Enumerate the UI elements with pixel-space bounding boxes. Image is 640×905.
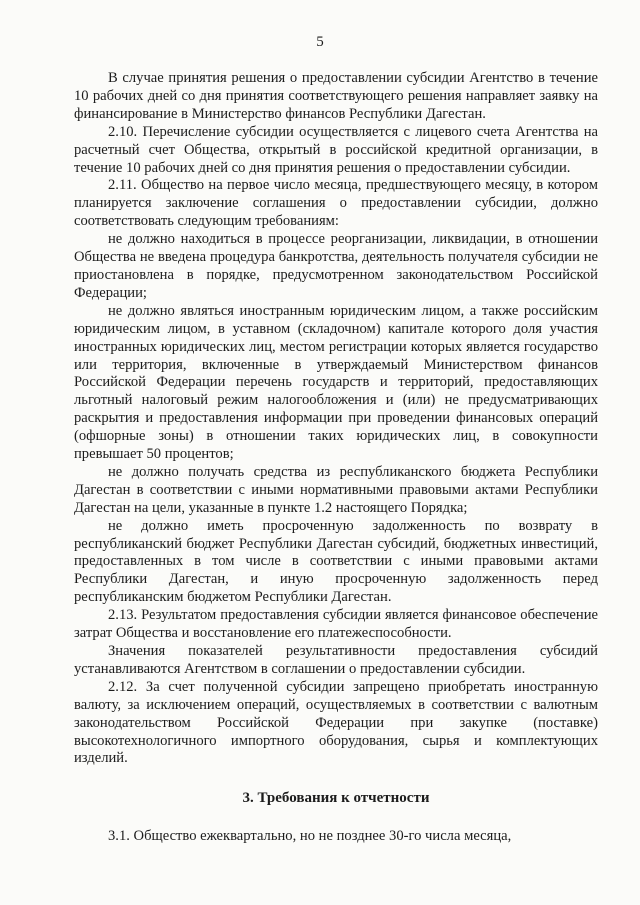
- paragraph-indicator-values: Значения показателей результативности предоставления субсидий устанавливаются Агентством в соглашении о предоставлении субсидии.: [74, 643, 598, 677]
- paragraph-2-13: 2.13. Результатом предоставления субсидии является финансовое обеспечение затрат Общества и восстановление его платежеспособности.: [74, 607, 598, 642]
- paragraph-2-10: 2.10. Перечисление субсидии осуществляется с лицевого счета Агентства на расчетный счет Общества, открытый в российской кредитной организации, в течение 10 рабочих дней со дня принятия решения о предоставлении субсидии.: [74, 123, 598, 176]
- section-heading: 3. Требования к отчетности: [242, 790, 430, 807]
- requirement-no-reorganization: не должно находиться в процессе реорганизации, ликвидации, в отношении Общества не введена процедура банкротства, деятельность получателя субсидии не приостановлена в порядке, предусмотренном законодательством Российской Федерации;: [74, 231, 598, 301]
- paragraph-subsidy-decision: В случае принятия решения о предоставлении субсидии Агентство в течение 10 рабочих дней со дня принятия соответствующего решения направляет заявку на финансирование в Министерство финансов Республики Дагестан.: [74, 70, 598, 122]
- requirement-no-overdue-debt: не должно иметь просроченную задолженность по возврату в республиканский бюджет Республики Дагестан субсидий, бюджетных инвестиций, предоставленных в том числе в соответствии с иными правовыми актами Республики Дагестан, и иную просроченную задолженность перед республиканским бюджетом Республики Дагестан.: [74, 517, 598, 606]
- paragraph-3-1: 3.1. Общество ежеквартально, но не позднее 30-го числа месяца,: [108, 828, 512, 845]
- page-number: 5: [316, 34, 324, 50]
- requirement-not-foreign-entity: не должно являться иностранным юридическим лицом, а также российским юридическим лицом, в уставном (складочном) капитале которого доля участия иностранных юридических лиц, местом регистрации которых является государство или территория, включенные в утверждаемый Министерством финансов Российской Федерации перечень государств и территорий, предоставляющих льготный налоговый режим налогообложения и (или) не предусматривающих раскрытия и предоставления информации при проведении финансовых операций (офшорные зоны) в отношении таких юридических лиц, в совокупности превышает 50 процентов;: [74, 302, 598, 463]
- paragraph-2-12: 2.12. За счет полученной субсидии запрещено приобретать иностранную валюту, за исключением операций, осуществляемых в соответствии с валютным законодательством Российской Федерации при закупке (поставке) высокотехнологичного импортного оборудования, сырья и комплектующих изделий.: [74, 678, 598, 767]
- requirement-no-other-budget-funds: не должно получать средства из республиканского бюджета Республики Дагестан в соответствии с иными нормативными правовыми актами Республики Дагестан на цели, указанные в пункте 1.2 настоящего Порядка;: [74, 463, 598, 516]
- document-body: [74, 70, 598, 846]
- paragraph-2-11: 2.11. Общество на первое число месяца, предшествующего месяцу, в котором планируется заключение соглашения о предоставлении субсидии, должно соответствовать следующим требованиям:: [74, 177, 598, 230]
